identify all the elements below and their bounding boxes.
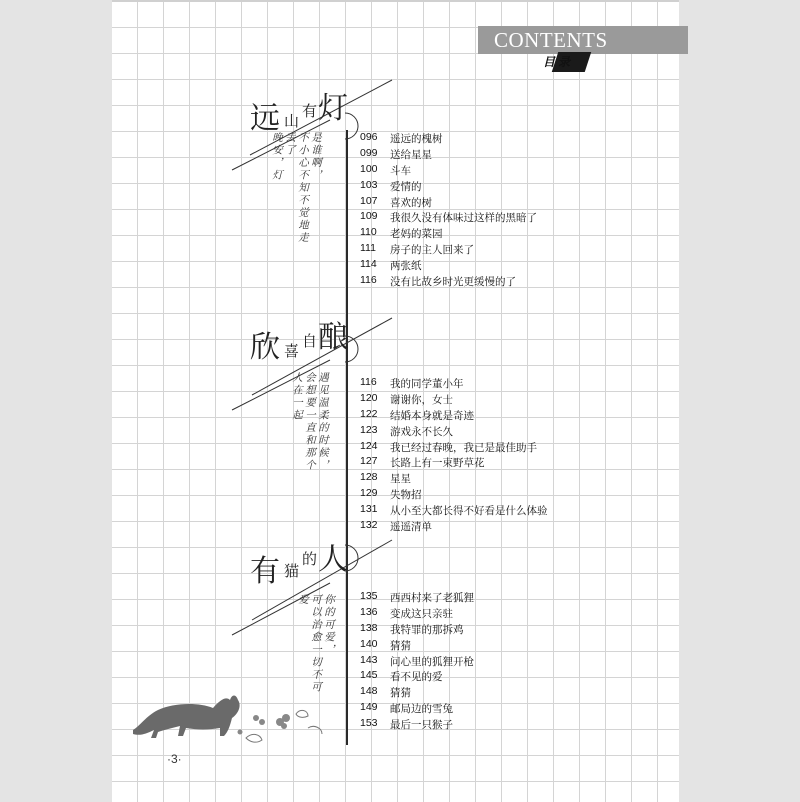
toc-title: 我的同学董小年 [390, 378, 464, 390]
section-note [290, 372, 329, 472]
section-note [296, 594, 335, 694]
section-title-char: 远 [250, 101, 280, 136]
toc-item[interactable] [360, 654, 474, 670]
toc-item[interactable] [360, 376, 548, 392]
toc-item[interactable] [360, 179, 537, 195]
toc-title: 结婚本身就是奇迹 [390, 409, 474, 422]
toc-page: 148 [360, 685, 378, 698]
toc-title: 送给星星 [390, 148, 432, 161]
toc-title: 变成这只亲驻 [390, 607, 453, 620]
section-note [270, 132, 322, 252]
toc-page: 135 [360, 590, 378, 602]
toc-page: 120 [360, 391, 378, 404]
toc-title: 我特罪的那拆鸡 [390, 623, 464, 636]
toc-page: 136 [360, 605, 378, 618]
toc-page: 099 [360, 146, 378, 159]
berry [259, 719, 265, 725]
berry [281, 723, 287, 729]
section-title-char: 有 [302, 102, 318, 120]
toc-title: 游戏永不长久 [390, 425, 453, 438]
toc-list-3 [360, 590, 474, 733]
toc-page: 145 [360, 669, 378, 682]
toc-title: 邮局边的雪兔 [390, 703, 453, 716]
toc-title: 房子的主人回来了 [390, 244, 474, 257]
toc-item[interactable] [360, 242, 537, 258]
toc-page: 140 [360, 637, 378, 650]
toc-item[interactable] [360, 717, 474, 733]
toc-item[interactable] [360, 685, 474, 701]
toc-page: 116 [360, 274, 377, 287]
toc-title: 西西村来了老狐狸 [390, 592, 474, 604]
toc-page: 116 [360, 376, 377, 388]
toc-item[interactable] [360, 258, 537, 274]
toc-page: 100 [360, 162, 378, 175]
toc-page: 127 [360, 455, 378, 468]
toc-title: 问心里的狐狸开枪 [390, 655, 474, 668]
leaf [296, 710, 308, 717]
toc-page: 138 [360, 621, 378, 634]
note-line: 遇见温柔的时候， [317, 372, 329, 472]
berry [238, 730, 243, 735]
section-title-char: 欣 [250, 330, 280, 365]
leaf [246, 734, 262, 742]
berry [253, 715, 259, 721]
section-title-char: 山 [284, 112, 300, 130]
toc-title: 遥遥清单 [390, 521, 432, 534]
toc-page: 103 [360, 178, 378, 191]
note-line: 会想要一直和那个人在一起 [291, 372, 316, 472]
toc-title: 两张纸 [390, 260, 422, 273]
leaf [308, 726, 322, 734]
toc-item[interactable] [360, 440, 548, 456]
note-line: 不小心不知不觉地走丢了 [284, 132, 309, 245]
toc-page: 149 [360, 701, 378, 714]
toc-page: 124 [360, 439, 378, 452]
section-title-char: 喜 [284, 342, 300, 360]
page-number: ·3· [167, 752, 182, 766]
note-line: 晚安，灯 [271, 132, 283, 182]
toc-title: 老妈的菜园 [390, 228, 443, 241]
toc-page: 128 [360, 471, 378, 484]
toc-title: 喜欢的树 [390, 196, 432, 209]
toc-title: 看不见的爱 [390, 671, 443, 684]
toc-item[interactable] [360, 147, 537, 163]
toc-title: 我很久没有体味过这样的黑暗了 [390, 212, 537, 225]
note-line: 是谁啊， [310, 132, 322, 182]
section-title-char: 猫 [284, 562, 300, 580]
toc-page: 096 [360, 131, 378, 143]
section-title-char: 有 [250, 554, 280, 589]
toc-item[interactable] [360, 638, 474, 654]
toc-item[interactable] [360, 590, 474, 606]
section-title-char: 的 [302, 550, 318, 568]
toc-item[interactable] [360, 274, 537, 290]
section-title-char: 灯 [318, 91, 348, 126]
toc-title: 从小至大都长得不好看是什么体验 [390, 505, 548, 518]
toc-page: 143 [360, 653, 378, 666]
berry [282, 714, 290, 722]
toc-page: 123 [360, 423, 378, 436]
toc-page: 129 [360, 487, 378, 500]
note-line: 可以治愈一切不可爱 [297, 594, 322, 694]
toc-title: 失物招 [390, 489, 422, 502]
section-title-char: 酿 [318, 320, 348, 355]
toc-page: 110 [360, 226, 377, 239]
toc-item[interactable] [360, 408, 548, 424]
toc-page: 153 [360, 717, 378, 730]
note-line: 你的可爱， [323, 594, 335, 657]
toc-page: 111 [360, 242, 376, 255]
toc-item[interactable] [360, 226, 537, 242]
toc-title: 长路上有一束野草花 [390, 457, 485, 470]
toc-page: 132 [360, 519, 378, 532]
section-title-char: 人 [318, 542, 348, 577]
cat-illustration [128, 688, 328, 748]
toc-item[interactable] [360, 519, 548, 535]
toc-list-2 [360, 376, 548, 535]
toc-item[interactable] [360, 487, 548, 503]
toc-item[interactable] [360, 392, 548, 408]
toc-title: 猜猜 [390, 687, 411, 700]
toc-title: 谢谢你，女士 [390, 393, 453, 406]
toc-item[interactable] [360, 424, 548, 440]
toc-title: 我已经过春晚，我已是最佳助手 [390, 441, 537, 454]
toc-item[interactable] [360, 210, 537, 226]
section-title-char: 自 [302, 332, 318, 350]
toc-title: 爱情的 [390, 180, 422, 193]
toc-title: 遥远的槐树 [390, 133, 443, 145]
toc-page: 131 [360, 503, 378, 516]
toc-item[interactable] [360, 503, 548, 519]
toc-list-1 [360, 131, 537, 290]
toc-page: 107 [360, 194, 378, 207]
toc-item[interactable] [360, 471, 548, 487]
toc-item[interactable] [360, 195, 537, 211]
toc-page: 114 [360, 258, 377, 271]
mulu-heading: 目录 [543, 55, 574, 69]
toc-title: 没有比故乡时光更缓慢的了 [390, 276, 516, 289]
toc-item[interactable] [360, 455, 548, 471]
toc-item[interactable] [360, 701, 474, 717]
toc-title: 斗车 [390, 164, 411, 177]
toc-item[interactable] [360, 669, 474, 685]
toc-item[interactable] [360, 606, 474, 622]
toc-title: 猜猜 [390, 639, 411, 652]
toc-item[interactable] [360, 131, 537, 147]
toc-page: 109 [360, 210, 378, 223]
toc-item[interactable] [360, 622, 474, 638]
toc-page: 122 [360, 407, 378, 420]
toc-title: 最后一只猴子 [390, 719, 453, 732]
toc-title: 星星 [390, 473, 411, 486]
contents-heading: CONTENTS [494, 28, 608, 52]
toc-item[interactable] [360, 163, 537, 179]
cat-silhouette [133, 696, 240, 739]
